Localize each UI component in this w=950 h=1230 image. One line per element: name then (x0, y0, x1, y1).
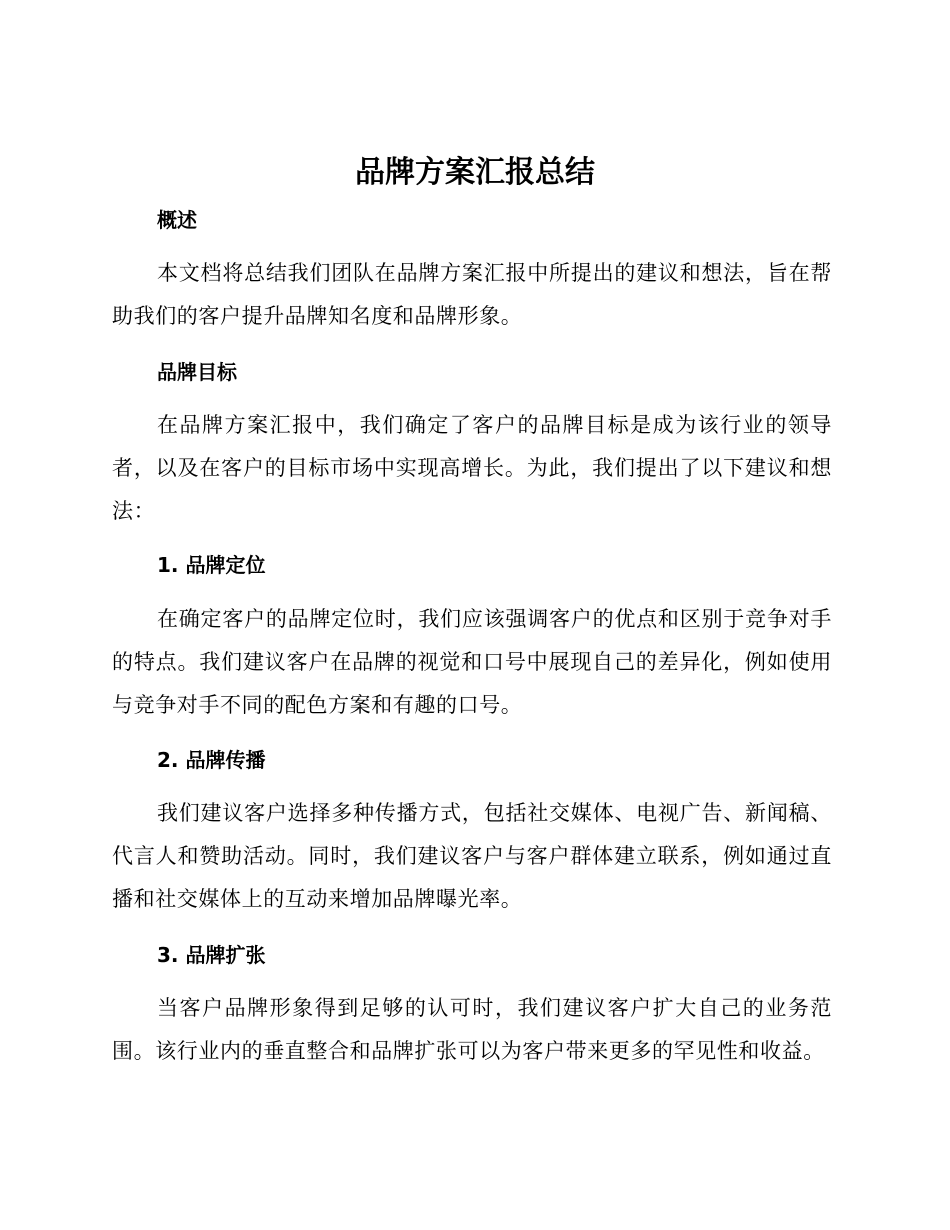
section-paragraph-brand-positioning: 在确定客户的品牌定位时，我们应该强调客户的优点和区别于竞争对手的特点。我们建议客户在品牌的视觉和口号中展现自己的差异化，例如使用与竞争对手不同的配色方案和有趣的口号。 (112, 607, 832, 717)
section-paragraph-brand-expansion: 当客户品牌形象得到足够的认可时，我们建议客户扩大自己的业务范围。该行业内的垂直整合和品牌扩张可以为客户带来更多的罕见性和收益。 (112, 996, 832, 1063)
section-heading-brand-goal: 品牌目标 (157, 360, 237, 384)
section-heading-brand-positioning: 1. 品牌定位 (157, 553, 266, 577)
section-paragraph-brand-goal: 在品牌方案汇报中，我们确定了客户的品牌目标是成为该行业的领导者，以及在客户的目标市场中实现高增长。为此，我们提出了以下建议和想法： (112, 413, 832, 523)
document-title: 品牌方案汇报总结 (355, 155, 595, 190)
section-heading-brand-expansion: 3. 品牌扩张 (157, 943, 266, 967)
section-paragraph-overview: 本文档将总结我们团队在品牌方案汇报中所提出的建议和想法，旨在帮助我们的客户提升品牌知名度和品牌形象。 (112, 261, 832, 328)
section-heading-overview: 概述 (157, 208, 197, 232)
section-paragraph-brand-communication: 我们建议客户选择多种传播方式，包括社交媒体、电视广告、新闻稿、代言人和赞助活动。同时，我们建议客户与客户群体建立联系，例如通过直播和社交媒体上的互动来增加品牌曝光率。 (112, 801, 832, 911)
section-heading-brand-communication: 2. 品牌传播 (157, 748, 266, 772)
